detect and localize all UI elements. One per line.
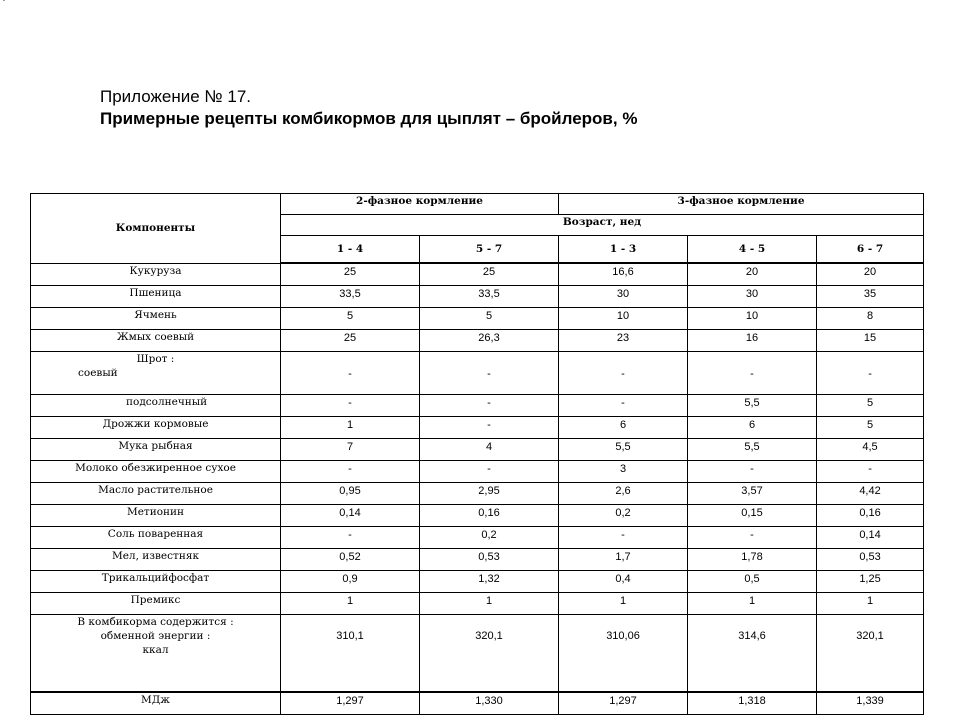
component-name: МДж <box>31 692 281 715</box>
week-header: 1 - 4 <box>281 236 420 264</box>
value-cell: 1 <box>559 593 688 615</box>
component-name: Кукуруза <box>31 263 281 286</box>
value-cell: 5,5 <box>688 395 817 417</box>
energy-label-line2: обменной энергии : <box>100 630 211 642</box>
table-row <box>31 549 924 571</box>
value-cell: 6 <box>559 417 688 439</box>
table-row <box>31 417 924 439</box>
energy-label-line1: В комбикорма содержится : <box>77 616 234 628</box>
table-row <box>31 461 924 483</box>
week-header: 1 - 3 <box>559 236 688 264</box>
value-cell: 5 <box>420 308 559 330</box>
value-cell: 0,14 <box>817 527 924 549</box>
value-cell: - <box>559 527 688 549</box>
table-row <box>31 571 924 593</box>
value-cell: 0,4 <box>559 571 688 593</box>
table-row <box>31 439 924 461</box>
component-name: Метионин <box>31 505 281 527</box>
value-cell: 5 <box>817 417 924 439</box>
value-cell: 2,6 <box>559 483 688 505</box>
value-cell: 5,5 <box>559 439 688 461</box>
value-cell: - <box>281 395 420 417</box>
value-cell: 0,9 <box>281 571 420 593</box>
value-cell: - <box>688 527 817 549</box>
value-cell: 310,1 <box>281 615 420 693</box>
component-name: Масло растительное <box>31 483 281 505</box>
value-cell: 1,78 <box>688 549 817 571</box>
components-header: Компоненты <box>31 194 281 264</box>
value-cell: - <box>281 527 420 549</box>
table-row <box>31 505 924 527</box>
value-cell: 5,5 <box>688 439 817 461</box>
value-cell: - <box>688 461 817 483</box>
value-cell: 3,57 <box>688 483 817 505</box>
table-title: Примерные рецепты комбикормов для цыплят – бройлеров, % <box>100 109 638 128</box>
component-name: Мел, известняк <box>31 549 281 571</box>
value-cell: 320,1 <box>420 615 559 693</box>
component-name: Ячмень <box>31 308 281 330</box>
value-cell: 1,297 <box>559 692 688 715</box>
value-cell: - <box>281 461 420 483</box>
value-cell: 0,53 <box>420 549 559 571</box>
value-cell: - <box>420 352 559 395</box>
week-header: 4 - 5 <box>688 236 817 264</box>
value-cell: - <box>281 352 420 395</box>
value-cell: - <box>559 395 688 417</box>
value-cell: - <box>688 352 817 395</box>
table-row <box>31 692 924 715</box>
value-cell: 1,318 <box>688 692 817 715</box>
value-cell: 16 <box>688 330 817 352</box>
value-cell: - <box>817 461 924 483</box>
value-cell: 310,06 <box>559 615 688 693</box>
value-cell: 0,14 <box>281 505 420 527</box>
value-cell: 33,5 <box>281 286 420 308</box>
component-name <box>31 395 281 417</box>
value-cell: 7 <box>281 439 420 461</box>
value-cell: 23 <box>559 330 688 352</box>
value-cell: 30 <box>688 286 817 308</box>
value-cell: 5 <box>281 308 420 330</box>
value-cell: 1,339 <box>817 692 924 715</box>
value-cell: 35 <box>817 286 924 308</box>
value-cell: 0,5 <box>688 571 817 593</box>
value-cell: 8 <box>817 308 924 330</box>
value-cell: 4,5 <box>817 439 924 461</box>
table-row <box>31 286 924 308</box>
table-row <box>31 395 924 417</box>
table-row <box>31 308 924 330</box>
week-header: 5 - 7 <box>420 236 559 264</box>
component-name: Мука рыбная <box>31 439 281 461</box>
value-cell: 33,5 <box>420 286 559 308</box>
component-name: Премикс <box>31 593 281 615</box>
value-cell: 20 <box>688 263 817 286</box>
value-cell: 314,6 <box>688 615 817 693</box>
phase2-header: 2-фазное кормление <box>281 194 559 215</box>
value-cell: 1,32 <box>420 571 559 593</box>
component-sub-label: соевый <box>78 367 118 379</box>
value-cell: 0,2 <box>559 505 688 527</box>
value-cell: 15 <box>817 330 924 352</box>
table-row <box>31 263 924 286</box>
value-cell: 1 <box>817 593 924 615</box>
value-cell: 25 <box>281 330 420 352</box>
value-cell: 10 <box>559 308 688 330</box>
value-cell: 0,15 <box>688 505 817 527</box>
page-heading <box>100 86 637 130</box>
value-cell: 0,16 <box>420 505 559 527</box>
recipe-table <box>30 193 924 715</box>
value-cell: 10 <box>688 308 817 330</box>
value-cell: 1 <box>281 417 420 439</box>
phase3-header: 3-фазное кормление <box>559 194 924 215</box>
value-cell: 1,7 <box>559 549 688 571</box>
table-row <box>31 593 924 615</box>
value-cell: 4,42 <box>817 483 924 505</box>
appendix-label: Приложение № 17. <box>100 87 252 106</box>
component-sub-label: подсолнечный <box>126 396 208 408</box>
value-cell: 4 <box>420 439 559 461</box>
value-cell: - <box>420 395 559 417</box>
table-row <box>31 615 924 693</box>
value-cell: 25 <box>281 263 420 286</box>
table-row <box>31 527 924 549</box>
table-row <box>31 483 924 505</box>
header-row-phases <box>31 194 924 215</box>
component-name <box>31 615 281 693</box>
table-row <box>31 352 924 395</box>
age-header: Возраст, нед <box>281 215 924 236</box>
value-cell: 1,330 <box>420 692 559 715</box>
value-cell: 0,16 <box>817 505 924 527</box>
value-cell: 1 <box>281 593 420 615</box>
value-cell: 20 <box>817 263 924 286</box>
table-row <box>31 330 924 352</box>
value-cell: 0,2 <box>420 527 559 549</box>
value-cell: - <box>420 417 559 439</box>
value-cell: 1 <box>420 593 559 615</box>
value-cell: 16,6 <box>559 263 688 286</box>
value-cell: 0,95 <box>281 483 420 505</box>
value-cell: 320,1 <box>817 615 924 693</box>
value-cell: 1 <box>688 593 817 615</box>
value-cell: 0,52 <box>281 549 420 571</box>
value-cell: - <box>559 352 688 395</box>
component-name: Дрожжи кормовые <box>31 417 281 439</box>
value-cell: 1,25 <box>817 571 924 593</box>
component-name: Молоко обезжиренное сухое <box>31 461 281 483</box>
value-cell: 26,3 <box>420 330 559 352</box>
component-name: Трикальцийфосфат <box>31 571 281 593</box>
value-cell: 5 <box>817 395 924 417</box>
component-name: Жмых соевый <box>31 330 281 352</box>
value-cell: 25 <box>420 263 559 286</box>
component-name <box>31 352 281 395</box>
corner-mark: ` <box>2 0 6 10</box>
value-cell: 6 <box>688 417 817 439</box>
value-cell: 3 <box>559 461 688 483</box>
value-cell: 2,95 <box>420 483 559 505</box>
component-name: Пшеница <box>31 286 281 308</box>
energy-label-line3: ккал <box>142 644 169 656</box>
value-cell: - <box>420 461 559 483</box>
component-group-label: Шрот : <box>136 353 175 365</box>
value-cell: 1,297 <box>281 692 420 715</box>
value-cell: 0,53 <box>817 549 924 571</box>
week-header: 6 - 7 <box>817 236 924 264</box>
value-cell: 30 <box>559 286 688 308</box>
component-name: Соль поваренная <box>31 527 281 549</box>
value-cell: - <box>817 352 924 395</box>
